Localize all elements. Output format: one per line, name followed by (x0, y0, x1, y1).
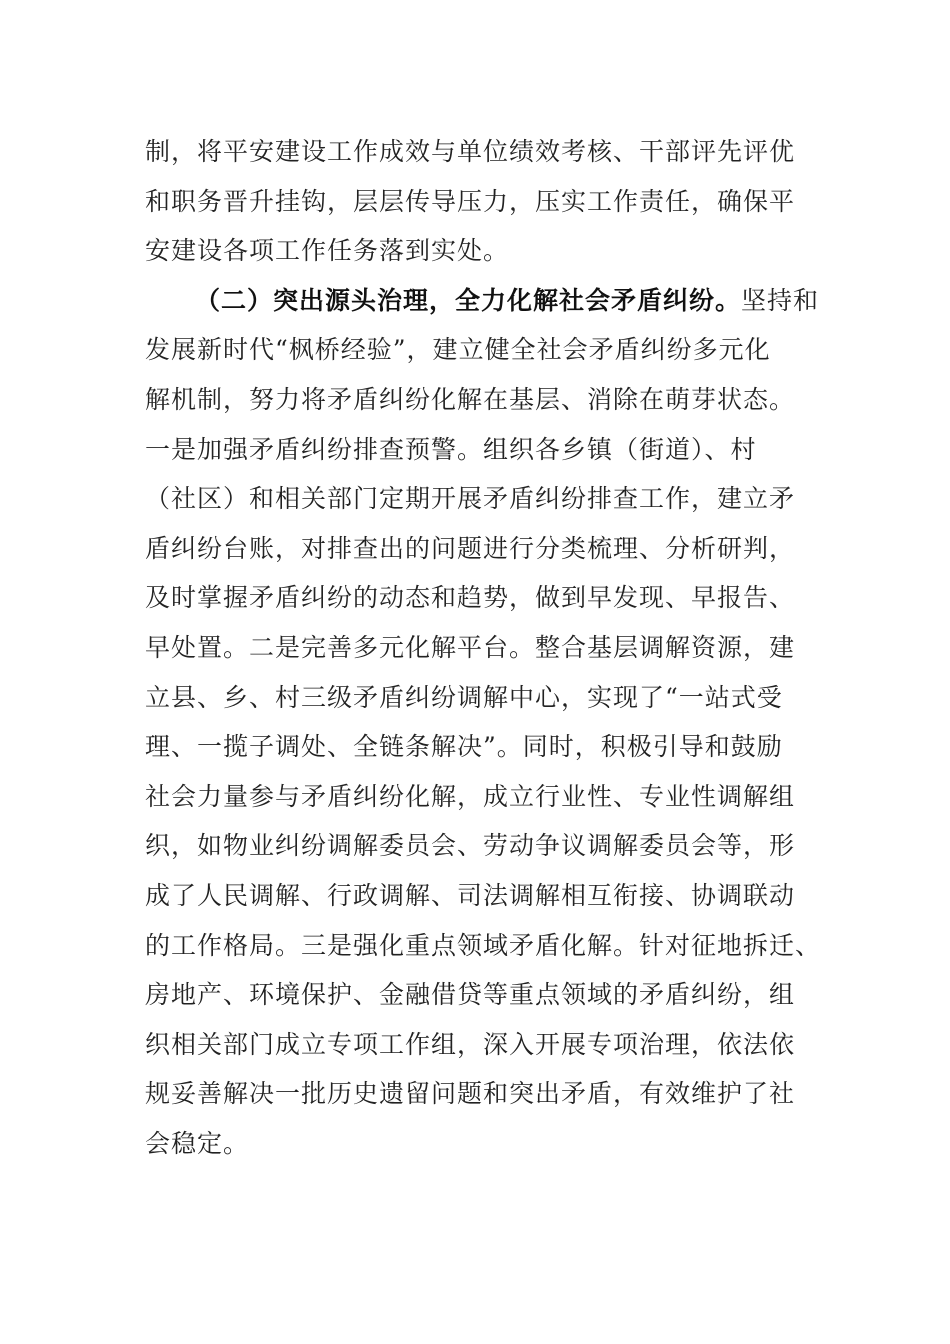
text-line: 立县、乡、村三级矛盾纠纷调解中心，实现了“一站式受 (145, 682, 783, 712)
text-line: 成了人民调解、行政调解、司法调解相互衔接、协调联动 (145, 880, 796, 910)
text-line: 的工作格局。三是强化重点领域矛盾化解。针对征地拆迁、 (145, 930, 822, 960)
document-body (145, 127, 822, 1168)
section-heading-continuation: 坚持和 (741, 285, 820, 315)
text-line: 盾纠纷台账，对排查出的问题进行分类梳理、分析研判， (145, 533, 796, 563)
text-line: 和职务晋升挂钩，层层传导压力，压实工作责任，确保平 (145, 186, 796, 216)
text-line: 规妥善解决一批历史遗留问题和突出矛盾，有效维护了社 (145, 1079, 796, 1109)
text-line: 安建设各项工作任务落到实处。 (145, 236, 510, 266)
section-heading: （二）突出源头治理，全力化解社会矛盾纠纷。 (195, 285, 742, 315)
text-line: 早处置。二是完善多元化解平台。整合基层调解资源，建 (145, 632, 796, 662)
text-line: 解机制，努力将矛盾纠纷化解在基层、消除在萌芽状态。 (145, 384, 796, 414)
text-line: （社区）和相关部门定期开展矛盾纠纷排查工作，建立矛 (145, 484, 796, 514)
text-line: 社会力量参与矛盾纠纷化解，成立行业性、专业性调解组 (145, 781, 796, 811)
text-line: 房地产、环境保护、金融借贷等重点领域的矛盾纠纷，组 (145, 980, 796, 1010)
text-line: 织，如物业纠纷调解委员会、劳动争议调解委员会等，形 (145, 831, 796, 861)
text-line: 发展新时代“枫桥经验”，建立健全社会矛盾纠纷多元化 (145, 335, 771, 365)
text-line: 理、一揽子调处、全链条解决”。同时，积极引导和鼓励 (145, 732, 783, 762)
section-heading-line (145, 276, 820, 326)
text-line: 会稳定。 (145, 1128, 250, 1158)
text-line: 及时掌握矛盾纠纷的动态和趋势，做到早发现、早报告、 (145, 583, 796, 613)
text-line: 织相关部门成立专项工作组，深入开展专项治理，依法依 (145, 1029, 796, 1059)
text-line: 制，将平安建设工作成效与单位绩效考核、干部评先评优 (145, 137, 796, 166)
text-line: 一是加强矛盾纠纷排查预警。组织各乡镇（街道）、村 (145, 434, 757, 464)
